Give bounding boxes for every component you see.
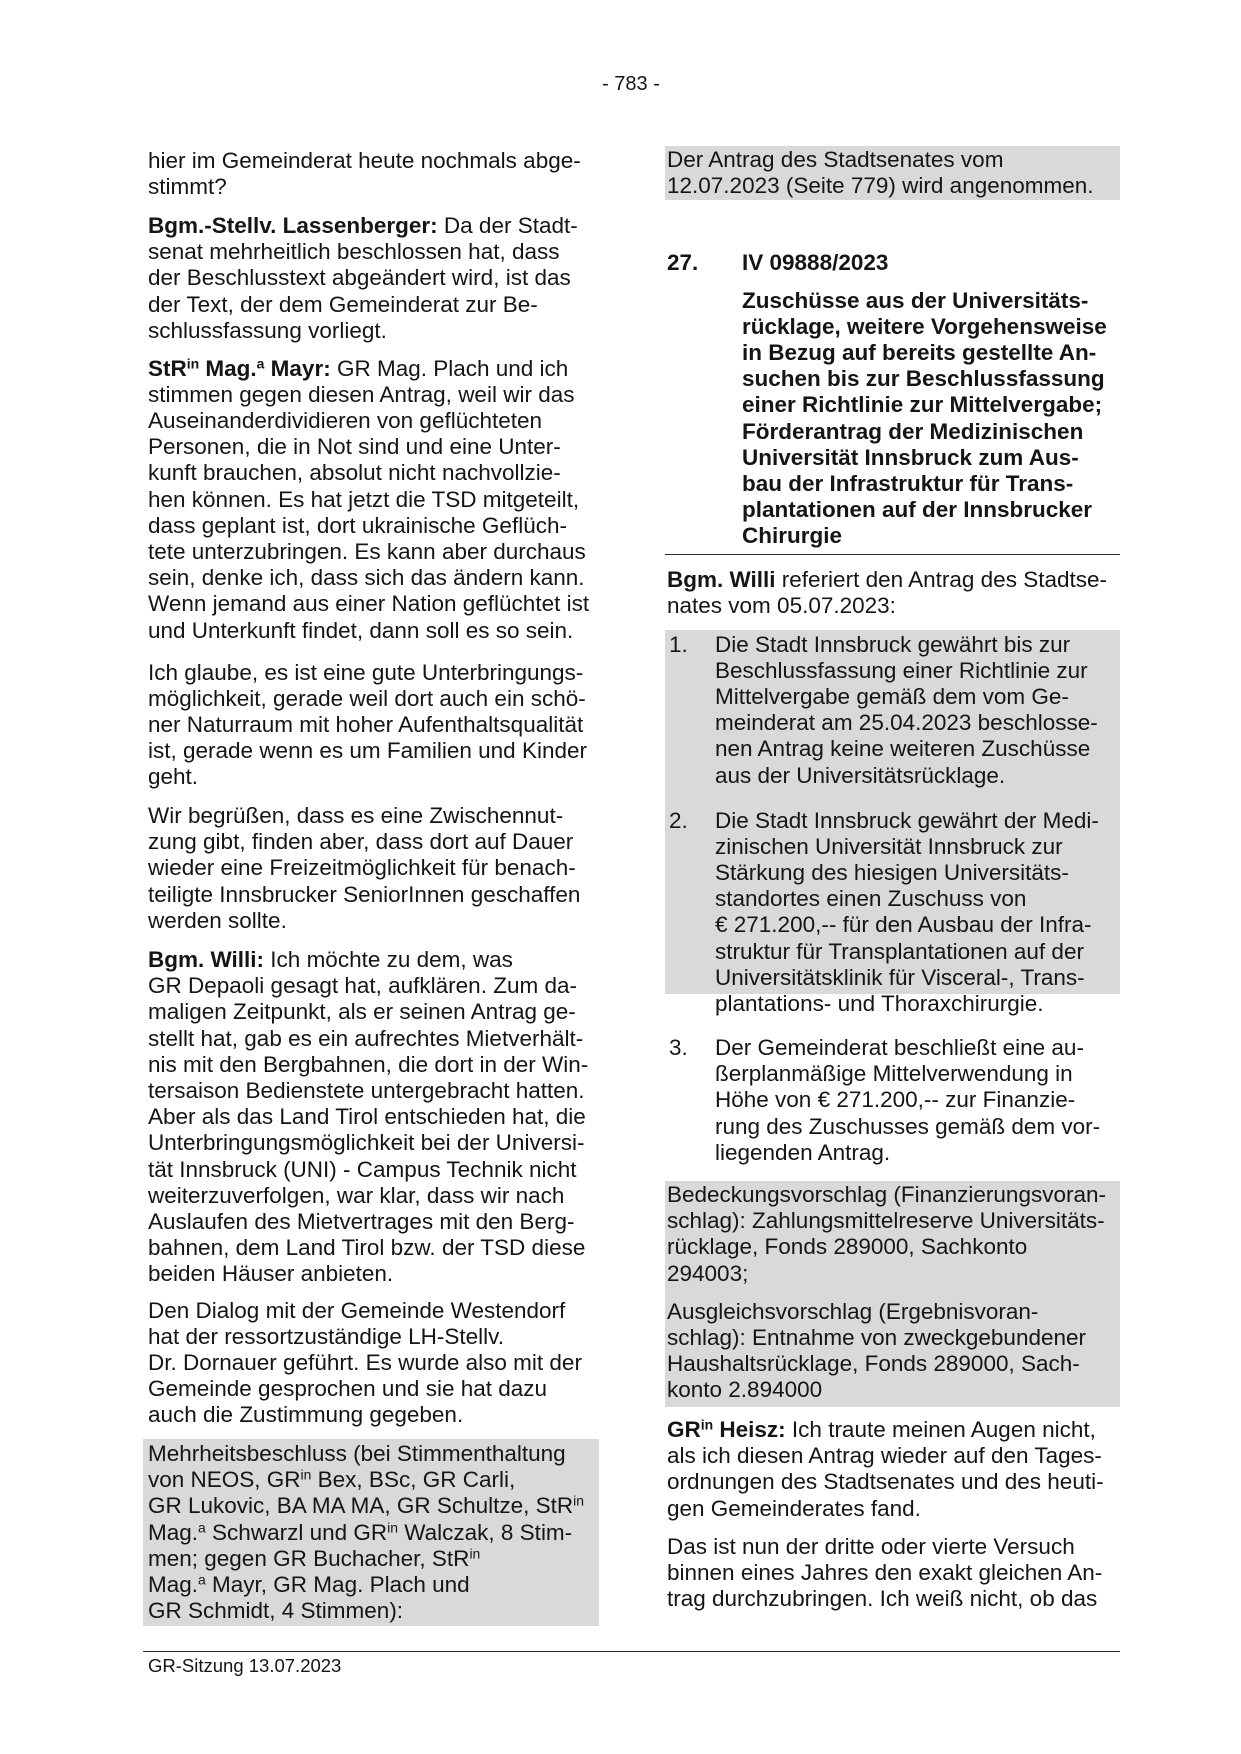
paragraph	[148, 660, 587, 791]
resolution-text: Walczak, 8 Stim- men; gegen GR Buchacher, StR	[148, 1519, 573, 1571]
speaker-name: Bgm. Willi	[667, 567, 776, 592]
compensation-proposal	[667, 1299, 1086, 1404]
resolution-superscript: a	[198, 1571, 206, 1588]
speaker-name: Heisz:	[713, 1417, 786, 1442]
motion-item	[715, 808, 1099, 1018]
statement-lassenberger	[148, 213, 578, 344]
list-number: 3.	[669, 1035, 688, 1060]
resolution-result	[148, 1441, 584, 1624]
paragraph-continuation	[148, 148, 581, 200]
speaker-name: Bgm. Willi:	[148, 947, 265, 972]
speaker-name: StR	[148, 355, 187, 381]
resolution-superscript: in	[573, 1492, 584, 1509]
motion-item-number	[669, 808, 688, 834]
motion-item-number	[669, 632, 688, 658]
list-number: 1.	[669, 631, 688, 657]
paragraph-text: hier im Gemeinderat heute nochmals abge- stimmt?	[148, 148, 581, 200]
resolution-superscript: in	[300, 1466, 312, 1483]
list-item-text: Der Gemeinderat beschließt eine au- ßerplanmäßige Mittelverwendung in Höhe von € 271.200,-- zur Finanzie- rung des Zuschusses gemäß dem vor- liegenden Antrag.	[715, 1035, 1101, 1165]
speaker-superscript: in	[186, 354, 200, 371]
resolution-text: Mayr, GR Mag. Plach und GR Schmidt, 4 Stimmen):	[148, 1572, 470, 1624]
agenda-item-number	[667, 250, 698, 276]
speaker-name: GR	[667, 1417, 701, 1442]
decision-result	[667, 147, 1094, 199]
resolution-text: Mehrheitsbeschluss (bei Stimmenthaltung von NEOS, GR	[148, 1441, 566, 1493]
paragraph-text: Das ist nun der dritte oder vierte Versuch binnen eines Jahres den exakt gleichen An- trag durchzubringen. Ich weiß nicht, ob das	[667, 1533, 1103, 1611]
speaker-name: Bgm.-Stellv. Lassenberger:	[148, 213, 438, 238]
statement-text: GR Mag. Plach und ich stimmen gegen diesen Antrag, weil wir das Auseinanderdividieren von geflüchteten Personen, die in Not sind und eine Unter- kunft brauchen, absolut nicht nachvollzie- hen können. Es hat jetzt die TSD mitgeteilt, dass geplant ist, dort ukrainische Geflüch- tete unterzubringen. Es kann aber durchaus sein, denke ich, dass sich das ändern kann. Wenn jemand aus einer Nation geflüchtet ist und Unterkunft findet, dann soll es so sein.	[148, 355, 590, 643]
coverage-text: Bedeckungsvorschlag (Finanzierungsvoran- schlag): Zahlungsmittelreserve Universitäts- rücklage, Fonds 289000, Sachkonto 294003;	[667, 1182, 1106, 1286]
resolution-text: Mag.	[148, 1572, 199, 1598]
paragraph	[667, 1534, 1102, 1613]
resolution-text: Mag.	[148, 1519, 199, 1545]
speaker-name: Mayr:	[264, 355, 331, 381]
intro-text: referiert den Antrag des Stadtse- nates vom 05.07.2023:	[667, 567, 1107, 619]
statement-mayr	[148, 356, 589, 644]
resolution-text: Schwarzl und GR	[205, 1519, 388, 1545]
footer-session-date: GR-Sitzung 13.07.2023	[148, 1655, 342, 1676]
paragraph-text: Wir begrüßen, dass es eine Zwischennut- zung gibt, finden aber, dass dort auf Dauer wieder eine Freizeitmöglichkeit für benach- teiligte Innsbrucker SeniorInnen geschaffen werden sollte.	[148, 803, 581, 933]
statement-text: Da der Stadt- senat mehrheitlich beschlossen hat, dass der Beschlusstext abgeändert wird, ist das der Text, der dem Gemeinderat zur Be- schlussfassung vorliegt.	[148, 213, 578, 343]
compensation-text: Ausgleichsvorschlag (Ergebnisvoran- schlag): Entnahme von zweckgebundener Haushaltsrücklage, Fonds 289000, Sach- konto 2.894000	[667, 1298, 1087, 1403]
resolution-superscript: a	[198, 1518, 206, 1535]
statement-text: Ich möchte zu dem, was GR Depaoli gesagt hat, aufklären. Zum da- maligen Zeitpunkt, als er seinen Antrag ge- stellt hat, gab es ein aufrechtes Mietverhält- nis mit den Bergbahnen, die dort in der Win- tersaison Bedienstete untergebracht hatten. Aber als das Land Tirol entschieden hat, die Unterbringungsmöglichkeit bei der Universi- tät Innsbruck (UNI) - Campus Technik nicht weiterzuverfolgen, war klar, dass wir nach Auslaufen des Mietvertrages mit den Berg- bahnen, dem Land Tirol bzw. der TSD diese beiden Häuser anbieten.	[148, 947, 589, 1287]
motion-intro	[667, 567, 1107, 619]
item-title-text: Zuschüsse aus der Universitäts- rücklage, weitere Vorgehensweise in Bezug auf bereits gestellte An- suchen bis zur Beschlussfassung einer Richtlinie zur Mittelvergabe; Förderantrag der Medizinischen Universität Innsbruck zum Aus- bau der Infrastruktur für Trans- plantationen auf der Innsbrucker Chirurgie	[742, 287, 1107, 549]
page-number: - 783 -	[602, 73, 660, 95]
resolution-superscript: in	[469, 1545, 481, 1562]
footer-divider	[143, 1651, 1120, 1652]
resolution-text: Bex, BSc, GR Carli, GR Lukovic, BA MA MA, GR Schultze, StR	[148, 1467, 574, 1519]
agenda-item-title	[742, 288, 1107, 550]
speaker-superscript: in	[700, 1416, 714, 1433]
item-number: 27.	[667, 249, 699, 275]
paragraph-text: Ich glaube, es ist eine gute Unterbringungs- möglichkeit, gerade weil dort auch ein schö- ner Naturraum mit hoher Aufenthaltsqualität ist, gerade wenn es um Familien und Kinder geht.	[148, 659, 587, 790]
statement-heisz	[667, 1417, 1104, 1522]
resolution-superscript: in	[387, 1518, 398, 1535]
title-divider	[665, 554, 1120, 555]
statement-willi	[148, 947, 588, 1288]
speaker-superscript: a	[256, 354, 265, 371]
list-item-text: Die Stadt Innsbruck gewährt bis zur Beschlussfassung einer Richtlinie zur Mittelvergabe gemäß dem vom Ge- meinderat am 25.04.2023 beschlosse- nen Antrag keine weiteren Zuschüsse aus der Universitätsrücklage.	[715, 631, 1098, 788]
agenda-item-id	[742, 250, 888, 276]
motion-item	[715, 1035, 1100, 1166]
list-item-text: Die Stadt Innsbruck gewährt der Medi- zinischen Universität Innsbruck zur Stärkung des hiesigen Universitäts- standortes einen Zuschuss von € 271.200,-- für den Ausbau der Infra- struktur für Transplantationen auf der Universitätsklinik für Visceral-, Trans- plantations- und Thoraxchirurgie.	[715, 807, 1099, 1016]
decision-text: Der Antrag des Stadtsenates vom 12.07.2023 (Seite 779) wird angenommen.	[667, 147, 1094, 199]
paragraph	[148, 1298, 582, 1429]
motion-item-number	[669, 1035, 688, 1061]
paragraph-text: Den Dialog mit der Gemeinde Westendorf hat der ressortzuständige LH-Stellv. Dr. Dornauer geführt. Es wurde also mit der Gemeinde gesprochen und sie hat dazu auch die Zustimmung gegeben.	[148, 1297, 582, 1428]
motion-item	[715, 632, 1098, 789]
list-number: 2.	[669, 807, 688, 833]
statement-text: Ich traute meinen Augen nicht, als ich diesen Antrag wieder auf den Tages- ordnungen des Stadtsenates und des heuti- gen Gemeinderates fand.	[667, 1417, 1104, 1521]
coverage-proposal	[667, 1182, 1106, 1287]
speaker-name: Mag.	[199, 355, 257, 381]
item-id: IV 09888/2023	[742, 249, 889, 275]
paragraph	[148, 803, 580, 934]
